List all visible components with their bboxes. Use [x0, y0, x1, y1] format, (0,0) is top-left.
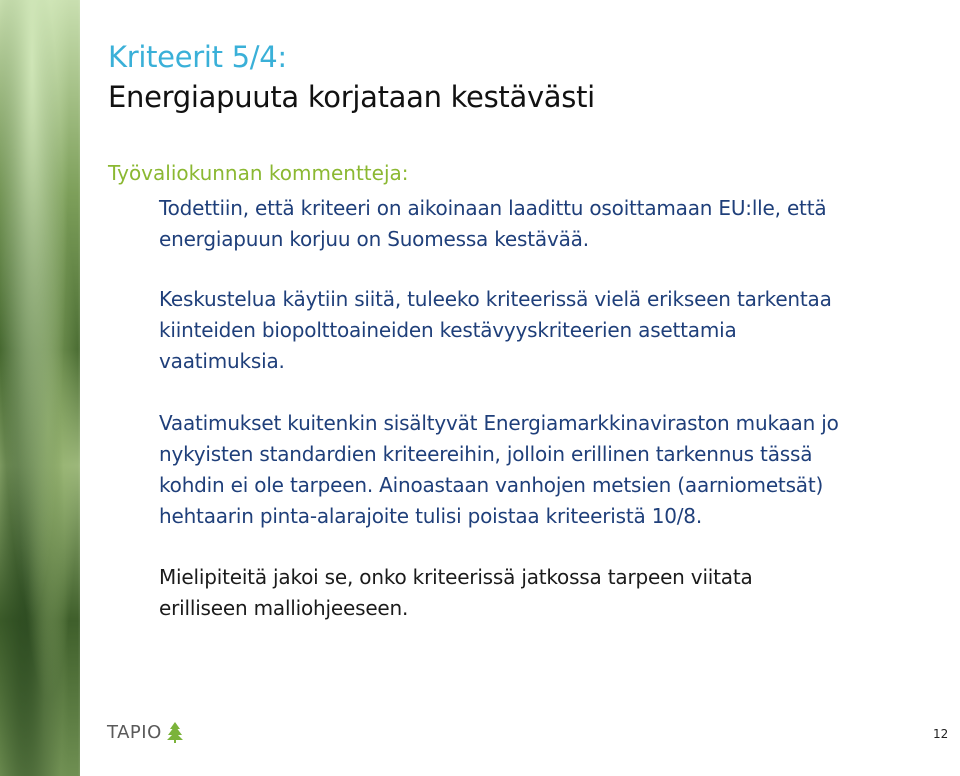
paragraph-1	[159, 193, 959, 255]
paragraph-line: kiinteiden biopolttoaineiden kestävyyskriteerien asettamia	[159, 318, 737, 342]
section-subheading: Työvaliokunnan kommentteja:	[108, 161, 409, 185]
paragraph-line: energiapuun korjuu on Suomessa kestävää.	[159, 227, 589, 251]
logo-text: TAPIO	[107, 721, 162, 743]
tree-icon	[166, 721, 184, 743]
slide-title-prefix: Kriteerit 5/4:	[108, 40, 287, 74]
tapio-logo	[107, 719, 184, 745]
paragraph-3	[159, 408, 959, 532]
paragraph-line: hehtaarin pinta-alarajoite tulisi poistaa kriteeristä 10/8.	[159, 504, 702, 528]
slide-title: Energiapuuta korjataan kestävästi	[108, 80, 595, 114]
paragraph-line: erilliseen malliohjeeseen.	[159, 596, 409, 620]
paragraph-line: kohdin ei ole tarpeen. Ainoastaan vanhojen metsien (aarniometsät)	[159, 473, 824, 497]
paragraph-4	[159, 562, 959, 624]
side-forest-image	[0, 0, 80, 776]
paragraph-line: Mielipiteitä jakoi se, onko kriteerissä jatkossa tarpeen viitata	[159, 565, 753, 589]
page-number: 12	[933, 727, 949, 741]
paragraph-line: Todettiin, että kriteeri on aikoinaan laadittu osoittamaan EU:lle, että	[159, 196, 827, 220]
paragraph-line: Keskustelua käytiin siitä, tuleeko kriteerissä vielä erikseen tarkentaa	[159, 287, 832, 311]
paragraph-line: nykyisten standardien kriteereihin, jolloin erillinen tarkennus tässä	[159, 442, 813, 466]
paragraph-line: vaatimuksia.	[159, 349, 285, 373]
paragraph-2	[159, 284, 959, 377]
paragraph-line: Vaatimukset kuitenkin sisältyvät Energiamarkkinaviraston mukaan jo	[159, 411, 839, 435]
